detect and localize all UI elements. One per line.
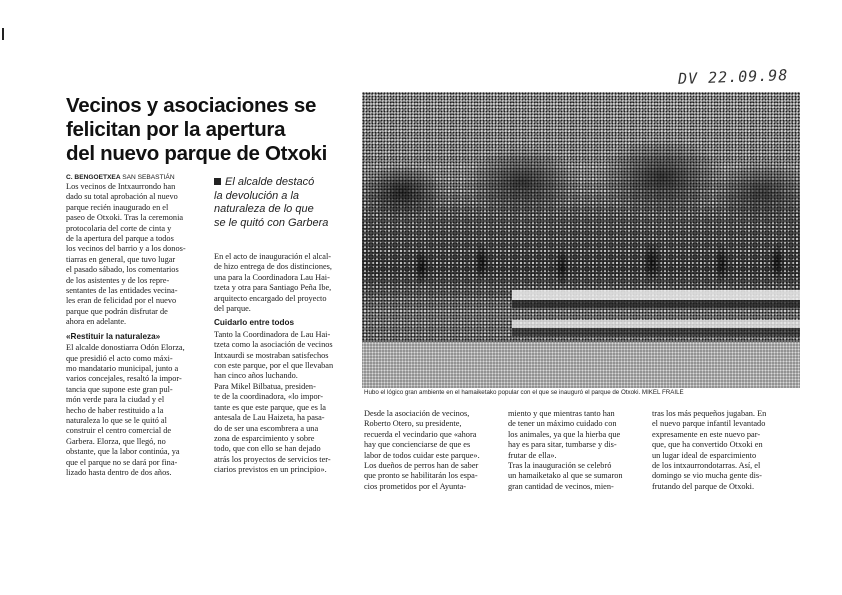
- pull-quote-line: naturaleza de lo que: [214, 203, 314, 216]
- text-line: labor de todos cuidar este parque».: [364, 450, 480, 460]
- text-line: que el parque no se dará por fina-: [66, 457, 178, 467]
- text-line: tante es que este parque, que es la: [214, 402, 326, 412]
- article-column-1: [66, 173, 202, 478]
- paragraph: [66, 343, 202, 478]
- text-line: atrás los proyectos de servicios ter-: [214, 454, 331, 464]
- text-line: que presidió el acto como máxi-: [66, 353, 173, 363]
- photo-ground: [362, 342, 800, 388]
- news-photo: [362, 92, 800, 388]
- article-column-5: [652, 409, 792, 492]
- text-line: recuerda el vecindario que «ahora: [364, 429, 477, 439]
- headline: [66, 94, 346, 166]
- bullet-square-icon: [214, 178, 221, 185]
- text-line: de tener un máximo cuidado con: [508, 419, 617, 429]
- text-line: el pasado sábado, los comentarios: [66, 265, 179, 275]
- paragraph: [66, 182, 202, 328]
- text-line: los animales, ya que la hierba que: [508, 429, 621, 439]
- pull-quote: [214, 176, 354, 230]
- text-line: En el acto de inauguración el alcal-: [214, 252, 332, 261]
- text-line: Intxaurdi se mostraban satisfechos: [214, 350, 329, 360]
- text-line: dado su total aprobación al nuevo: [66, 192, 178, 202]
- text-line: de los asistentes y de los repre-: [66, 275, 170, 285]
- text-line: antesala de Lau Haizeta, ha pasa-: [214, 413, 325, 423]
- text-line: arquitecto encargado del proyecto: [214, 293, 327, 303]
- photo-tables: [512, 290, 800, 350]
- text-line: hay que concienciarse de que es: [364, 440, 471, 450]
- text-line: que pronto se habilitarán los espa-: [364, 471, 478, 481]
- text-line: Roberto Otero, su presidente,: [364, 419, 462, 429]
- text-line: de hizo entrega de dos distinciones,: [214, 262, 332, 272]
- text-line: tiarras en general, que tuvo lugar: [66, 254, 176, 264]
- text-line: de los intxaurrondotarras. Así, el: [652, 461, 761, 471]
- date-stamp: DV 22.09.98: [677, 66, 789, 88]
- photo-caption: Hubo el lógico gran ambiente en el hamaiketako popular con el que se inauguró el parque de Otxoki. MIKEL FRAILE: [364, 389, 684, 396]
- text-line: todo, que con ello se han dejado: [214, 444, 321, 454]
- page-edge-mark: [2, 28, 4, 40]
- text-line: que, que ha convertido Otxoki en: [652, 440, 763, 450]
- text-line: les eran de felicidad por el nuevo: [66, 296, 177, 306]
- text-line: El alcalde donostiarra Odón Elorza,: [66, 343, 185, 353]
- article-column-2: [214, 252, 350, 476]
- text-line: los vecinos del barrio y a los donos-: [66, 244, 186, 254]
- text-line: un hamaiketako al que se sumaron: [508, 471, 623, 481]
- text-line: gran cantidad de vecinos, mien-: [508, 481, 614, 491]
- text-line: do de ser una escombrera a una: [214, 423, 319, 433]
- article-column-4: [508, 409, 644, 492]
- text-line: con este parque, por el que llevaban: [214, 361, 334, 371]
- text-line: domingo se vio mucha gente dis-: [652, 471, 762, 481]
- text-line: de la apertura del parque a todos: [66, 234, 174, 244]
- byline-author: C. BENGOETXEA: [66, 174, 121, 181]
- text-line: construir el centro comercial de: [66, 426, 172, 436]
- text-line: un lugar ideal de esparcimiento: [652, 450, 757, 460]
- text-line: frutar de ella».: [508, 450, 557, 460]
- text-line: hecho de haber restituido a la: [66, 405, 164, 415]
- text-line: parque que podrán disfrutar de: [66, 306, 168, 316]
- pull-quote-line: El alcalde destacó: [214, 176, 354, 190]
- text-line: tzeta como la asociación de vecinos: [214, 340, 333, 350]
- text-line: lizado hasta dentro de dos años.: [66, 467, 172, 477]
- pull-quote-line: se le quitó con Garbera: [214, 216, 329, 229]
- text-line: mo mandatario municipal, junto a: [66, 363, 179, 373]
- text-line: obstante, que la labor continúa, ya: [66, 447, 180, 457]
- text-line: Garbera. Elorza, que llegó, no: [66, 436, 166, 446]
- text-line: tzeta y otra para Santiago Peña Ibe,: [214, 283, 332, 293]
- text-line: el nuevo parque infantil levantado: [652, 419, 766, 429]
- text-line: te de la coordinadora, «lo impor-: [214, 392, 324, 402]
- text-line: paseo de Otxoki. Tras la ceremonia: [66, 213, 184, 223]
- text-line: Tanto la Coordinadora de Lau Hai-: [214, 329, 331, 339]
- paragraph: [214, 252, 350, 314]
- headline-line: Vecinos y asociaciones se: [66, 94, 317, 117]
- text-line: tancia que supone este gran pul-: [66, 384, 173, 394]
- text-line: frutando del parque de Otxoki.: [652, 481, 755, 491]
- text-line: Los dueños de perros han de saber: [364, 461, 479, 471]
- text-line: Los vecinos de Intxaurrondo han: [66, 182, 176, 191]
- text-line: ahora en adelante.: [66, 317, 127, 327]
- text-line: expresamente en este nuevo par-: [652, 429, 761, 439]
- text-line: ciarios previstos en un principio».: [214, 465, 327, 475]
- text-line: sentantes de las entidades vecina-: [66, 286, 178, 296]
- headline-line: del nuevo parque de Otxoki: [66, 142, 328, 165]
- text-line: han cinco años luchando.: [214, 371, 298, 381]
- text-line: naturaleza lo que se le quitó al: [66, 415, 167, 425]
- text-line: Tras la inauguración se celebró: [508, 461, 612, 471]
- subheading: Cuidarlo entre todos: [214, 318, 295, 328]
- subheading: «Restituir la naturaleza»: [66, 331, 161, 341]
- text-line: parque recién inaugurado en el: [66, 202, 169, 212]
- byline: [66, 173, 202, 182]
- text-line: Para Mikel Bilbatua, presiden-: [214, 381, 316, 391]
- text-line: varios concejales, resaltó la impor-: [66, 374, 182, 384]
- text-line: miento y que mientras tanto han: [508, 409, 615, 418]
- text-line: una para la Coordinadora Lau Hai-: [214, 272, 330, 282]
- byline-location: SAN SEBASTIÁN: [122, 174, 175, 181]
- text-line: zona de esparcimiento y sobre: [214, 433, 315, 443]
- text-line: món verde para la ciudad y el: [66, 395, 165, 405]
- text-line: cios prometidos por el Ayunta-: [364, 481, 467, 491]
- text-line: hay es para sitar, tumbarse y dis-: [508, 440, 617, 450]
- headline-line: felicitan por la apertura: [66, 118, 286, 141]
- paragraph: [214, 330, 350, 476]
- text-line: protocolaria del corte de cinta y: [66, 223, 172, 233]
- text-line: tras los más pequeños jugaban. En: [652, 409, 767, 418]
- text-line: Desde la asociación de vecinos,: [364, 409, 470, 418]
- pull-quote-line: la devolución a la: [214, 189, 300, 202]
- text-line: del parque.: [214, 304, 251, 314]
- article-column-3: [364, 409, 500, 492]
